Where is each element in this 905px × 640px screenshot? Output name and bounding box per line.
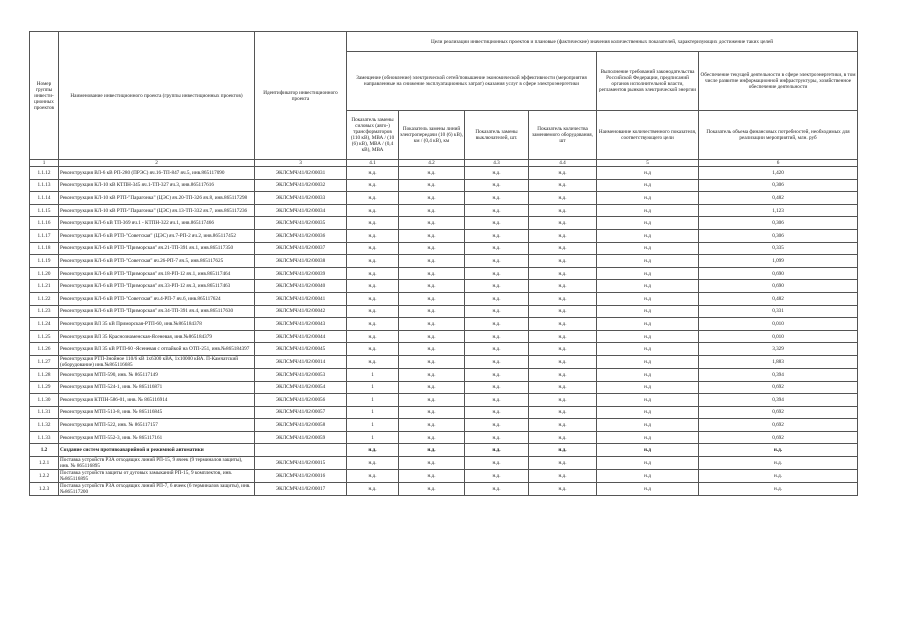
- row-value-4-2: н.д.: [399, 280, 465, 293]
- row-number: 1.1.14: [30, 192, 59, 205]
- row-value-4-2: н.д.: [399, 457, 465, 470]
- row-project-id: ЭКЛСМЧ/41/02/00057: [255, 406, 347, 419]
- row-value-4-2: н.д.: [399, 444, 465, 457]
- row-value-4-3: н.д.: [465, 179, 529, 192]
- row-value-4-3: н.д.: [465, 394, 529, 407]
- row-project-name: Реконструкция КЛ-6 кВ РТП-"Приморская" яч.18-РП-12 яч.1, инв.865117464: [59, 267, 255, 280]
- table-row: [30, 267, 858, 280]
- row-project-name: Реконструкция МТП-513-8, инв. № 865116845: [59, 406, 255, 419]
- row-value-4-1: н.д.: [347, 330, 399, 343]
- row-value-6: 0,331: [699, 305, 858, 318]
- row-value-4-4: н.д.: [529, 167, 597, 180]
- row-value-4-3: н.д.: [465, 419, 529, 432]
- row-project-name: Реконструкция КЛ-10 кВ РТП-"Парагонка" (ЦЭС) яч.20-ТП-326 яч.8, инв.865117298: [59, 192, 255, 205]
- row-value-4-2: н.д.: [399, 330, 465, 343]
- row-project-name: Реконструкция ВЛ 35 кВ РТП-60 -Ясеневая с отпайкой на ОТП-251, инв.№865184397: [59, 343, 255, 356]
- row-value-4-2: н.д.: [399, 267, 465, 280]
- row-value-5: н.д: [597, 330, 699, 343]
- row-project-name: Реконструкция МТП-524-1, инв. № 865116871: [59, 381, 255, 394]
- row-value-4-1: н.д.: [347, 192, 399, 205]
- row-project-id: ЭКЛСМЧ/41/02/00053: [255, 368, 347, 381]
- row-number: 1.1.32: [30, 419, 59, 432]
- row-value-5: н.д: [597, 217, 699, 230]
- row-value-4-3: н.д.: [465, 406, 529, 419]
- row-value-4-4: н.д.: [529, 483, 597, 496]
- row-project-id: ЭКЛСМЧ/41/02/00031: [255, 167, 347, 180]
- row-value-4-3: н.д.: [465, 292, 529, 305]
- row-value-4-2: н.д.: [399, 318, 465, 331]
- row-project-name: Реконструкция КЛ-6 кВ РТП-"Приморская" яч.34-ТП-391 яч.4, инв.865117630: [59, 305, 255, 318]
- row-project-id: ЭКЛСМЧ/41/02/00041: [255, 292, 347, 305]
- row-value-6: н.д.: [699, 483, 858, 496]
- row-value-6: 0,692: [699, 381, 858, 394]
- table-row: [30, 483, 858, 496]
- table-row: [30, 318, 858, 331]
- row-number: 1.1.12: [30, 167, 59, 180]
- row-value-4-3: н.д.: [465, 330, 529, 343]
- table-row: [30, 343, 858, 356]
- row-value-4-1: н.д.: [347, 280, 399, 293]
- row-value-6: н.д.: [699, 457, 858, 470]
- row-value-4-3: н.д.: [465, 444, 529, 457]
- row-value-4-4: н.д.: [529, 457, 597, 470]
- row-value-6: 0,692: [699, 419, 858, 432]
- row-value-4-2: н.д.: [399, 470, 465, 483]
- table-row: [30, 292, 858, 305]
- row-number: 1.1.26: [30, 343, 59, 356]
- row-value-6: 0,394: [699, 394, 858, 407]
- row-project-id: ЭКЛСМЧ/41/02/00038: [255, 255, 347, 268]
- row-number: 1.2: [30, 444, 59, 457]
- row-value-4-4: н.д.: [529, 431, 597, 444]
- row-project-id: ЭКЛСМЧ/41/02/00035: [255, 217, 347, 230]
- table-row: [30, 229, 858, 242]
- row-number: 1.1.31: [30, 406, 59, 419]
- row-value-4-4: н.д.: [529, 318, 597, 331]
- row-number: 1.1.15: [30, 204, 59, 217]
- row-value-4-3: н.д.: [465, 204, 529, 217]
- row-number: 1.1.13: [30, 179, 59, 192]
- table-row: [30, 355, 858, 368]
- row-project-id: ЭКЛСМЧ/41/02/00034: [255, 204, 347, 217]
- row-project-name: Реконструкция МТП-552-3, инв. № 865117161: [59, 431, 255, 444]
- row-value-6: 0,692: [699, 406, 858, 419]
- row-number: 1.1.17: [30, 229, 59, 242]
- row-value-4-3: н.д.: [465, 318, 529, 331]
- row-value-4-1: н.д.: [347, 255, 399, 268]
- row-value-5: н.д: [597, 419, 699, 432]
- row-value-4-1: н.д.: [347, 217, 399, 230]
- header-indicator-6: Показатель объема финансовых потребностей, необходимых для реализации мероприятий, млн. руб: [699, 111, 858, 160]
- table-row: [30, 255, 858, 268]
- row-value-4-2: н.д.: [399, 167, 465, 180]
- row-value-4-3: н.д.: [465, 280, 529, 293]
- row-value-4-3: н.д.: [465, 242, 529, 255]
- row-value-4-2: н.д.: [399, 368, 465, 381]
- row-value-4-1: н.д.: [347, 483, 399, 496]
- row-project-id: ЭКЛСМЧ/41/02/00033: [255, 192, 347, 205]
- row-value-4-4: н.д.: [529, 280, 597, 293]
- row-value-5: н.д: [597, 167, 699, 180]
- row-value-4-2: н.д.: [399, 292, 465, 305]
- table-row: [30, 217, 858, 230]
- header-indicator-4-4: Показатель количества заменяемого оборудования, шт: [529, 111, 597, 160]
- row-value-4-4: н.д.: [529, 179, 597, 192]
- row-value-4-3: н.д.: [465, 355, 529, 368]
- column-number: 3: [255, 160, 347, 167]
- row-project-name: Реконструкция КЛ-6 кВ РТП-"Советская" яч.26-РП-7 яч.5, инв.865117625: [59, 255, 255, 268]
- row-value-4-1: 1: [347, 381, 399, 394]
- row-number: 1.1.25: [30, 330, 59, 343]
- table-row: [30, 470, 858, 483]
- table-row: [30, 167, 858, 180]
- row-project-id: ЭКЛСМЧ/41/02/00039: [255, 267, 347, 280]
- row-value-4-4: н.д.: [529, 406, 597, 419]
- row-project-name: Поставка устройств РЗА отходящих линий РП-7, 6 ячеек (6 терминалов защиты), инв. №865117200: [59, 483, 255, 496]
- row-number: 1.2.3: [30, 483, 59, 496]
- row-project-name: Реконструкция КТПН-586-01, инв. № 865116914: [59, 394, 255, 407]
- row-project-id: ЭКЛСМЧ/41/02/00037: [255, 242, 347, 255]
- column-number: 4.1: [347, 160, 399, 167]
- row-value-4-2: н.д.: [399, 192, 465, 205]
- column-number: 4.2: [399, 160, 465, 167]
- row-value-5: н.д: [597, 192, 699, 205]
- row-value-4-4: н.д.: [529, 419, 597, 432]
- row-number: 1.1.23: [30, 305, 59, 318]
- row-value-4-4: н.д.: [529, 368, 597, 381]
- row-value-6: 1,123: [699, 204, 858, 217]
- row-value-6: 0,692: [699, 431, 858, 444]
- row-value-4-4: н.д.: [529, 204, 597, 217]
- table-row: [30, 179, 858, 192]
- row-value-6: 0,394: [699, 368, 858, 381]
- table-row: [30, 381, 858, 394]
- table-row: [30, 394, 858, 407]
- row-number: 1.1.33: [30, 431, 59, 444]
- row-project-id: ЭКЛСМЧ/41/02/00054: [255, 381, 347, 394]
- row-value-6: н.д.: [699, 470, 858, 483]
- row-number: 1.1.27: [30, 355, 59, 368]
- row-project-name: Реконструкция МТП-522, инв. № 865117157: [59, 419, 255, 432]
- row-value-4-4: н.д.: [529, 444, 597, 457]
- row-value-4-3: н.д.: [465, 267, 529, 280]
- row-project-name: Реконструкция ВЛ 35 кВ Приморская-РТП-60, инв.№865184378: [59, 318, 255, 331]
- row-value-5: н.д: [597, 431, 699, 444]
- table-row: [30, 242, 858, 255]
- row-project-id: ЭКЛСМЧ/41/02/00016: [255, 470, 347, 483]
- investment-table: [29, 31, 858, 496]
- row-project-id: ЭКЛСМЧ/41/02/00058: [255, 419, 347, 432]
- row-value-5: н.д: [597, 305, 699, 318]
- row-project-id: ЭКЛСМЧ/41/02/00043: [255, 318, 347, 331]
- row-project-id: ЭКЛСМЧ/41/02/00015: [255, 457, 347, 470]
- row-value-4-2: н.д.: [399, 343, 465, 356]
- table-row: [30, 368, 858, 381]
- header-project-name: Наименование инвестиционного проекта (группы инвестиционных проектов): [59, 32, 255, 160]
- row-project-name: Реконструкция МТП-590, инв. № 865117149: [59, 368, 255, 381]
- row-value-5: н.д: [597, 394, 699, 407]
- row-value-4-1: н.д.: [347, 167, 399, 180]
- row-value-4-4: н.д.: [529, 242, 597, 255]
- row-value-6: 0,482: [699, 292, 858, 305]
- row-value-5: н.д: [597, 343, 699, 356]
- row-project-id: [255, 444, 347, 457]
- table-row: [30, 457, 858, 470]
- row-value-5: н.д: [597, 355, 699, 368]
- row-value-5: н.д: [597, 406, 699, 419]
- row-project-id: ЭКЛСМЧ/41/02/00045: [255, 343, 347, 356]
- row-value-5: н.д: [597, 483, 699, 496]
- row-value-4-2: н.д.: [399, 406, 465, 419]
- row-value-5: н.д: [597, 229, 699, 242]
- row-value-6: 0,306: [699, 217, 858, 230]
- row-value-4-4: н.д.: [529, 394, 597, 407]
- header-sub-goal-3: Обеспечение текущей деятельности в сфере электроэнергетики, в том числе развитие информационной инфраструктуры, хозяйственное обеспечение деятельности: [699, 52, 858, 111]
- row-value-4-1: н.д.: [347, 242, 399, 255]
- row-value-5: н.д: [597, 457, 699, 470]
- row-value-5: н.д: [597, 280, 699, 293]
- row-value-4-4: н.д.: [529, 292, 597, 305]
- row-project-id: ЭКЛСМЧ/41/02/00059: [255, 431, 347, 444]
- row-project-name: Создание систем противоаварийной и режимной автоматики: [59, 444, 255, 457]
- row-value-6: 0,010: [699, 318, 858, 331]
- table-row: [30, 419, 858, 432]
- row-value-4-3: н.д.: [465, 255, 529, 268]
- table-row: [30, 406, 858, 419]
- row-value-5: н.д: [597, 255, 699, 268]
- row-value-4-4: н.д.: [529, 229, 597, 242]
- row-value-4-3: н.д.: [465, 457, 529, 470]
- row-value-4-2: н.д.: [399, 431, 465, 444]
- row-value-4-3: н.д.: [465, 431, 529, 444]
- row-number: 1.1.24: [30, 318, 59, 331]
- table-row: [30, 280, 858, 293]
- row-value-5: н.д: [597, 204, 699, 217]
- header-indicator-4-2: Показатель замены линий электропередачи (10 (6) кВ), км / (0,4 кВ), км: [399, 111, 465, 160]
- row-value-4-2: н.д.: [399, 419, 465, 432]
- row-value-4-1: н.д.: [347, 457, 399, 470]
- row-value-5: н.д: [597, 292, 699, 305]
- row-value-4-4: н.д.: [529, 343, 597, 356]
- table-row: [30, 192, 858, 205]
- row-project-name: Реконструкция КЛ-10 кВ РТП-"Парагонка" (ЦЭС) яч.13-ТП-332 яч.7, инв.865117236: [59, 204, 255, 217]
- header-number: Номер группы инвести-ционных проектов: [30, 32, 59, 160]
- column-number: 2: [59, 160, 255, 167]
- row-value-6: 3,329: [699, 343, 858, 356]
- row-project-name: Реконструкция ВЛ 35 Краснознаменская-Ясеневая, инв.№865184379: [59, 330, 255, 343]
- row-number: 1.1.21: [30, 280, 59, 293]
- row-value-4-3: н.д.: [465, 167, 529, 180]
- row-project-id: ЭКЛСМЧ/41/02/00036: [255, 229, 347, 242]
- column-number: 4.3: [465, 160, 529, 167]
- row-project-name: Реконструкция КЛ-6 кВ РТП-"Приморская" яч.21-ТП-391 яч.1, инв.865117350: [59, 242, 255, 255]
- row-number: 1.1.22: [30, 292, 59, 305]
- row-value-4-1: н.д.: [347, 318, 399, 331]
- column-number: 6: [699, 160, 858, 167]
- row-value-4-1: 1: [347, 394, 399, 407]
- column-number: 1: [30, 160, 59, 167]
- row-number: 1.2.1: [30, 457, 59, 470]
- row-project-name: Реконструкция КЛ-6 кВ РТП-"Советская" яч.4-РП-7 яч.6, инв.865117624: [59, 292, 255, 305]
- row-value-5: н.д: [597, 179, 699, 192]
- row-value-4-2: н.д.: [399, 229, 465, 242]
- row-project-name: Реконструкция КЛ-10 кВ КТПН-345 яч.1-ТП-327 яч.3, инв.865117616: [59, 179, 255, 192]
- row-value-6: 0,690: [699, 267, 858, 280]
- row-value-6: 0,306: [699, 179, 858, 192]
- row-value-5: н.д: [597, 381, 699, 394]
- row-value-4-4: н.д.: [529, 192, 597, 205]
- row-value-4-3: н.д.: [465, 305, 529, 318]
- row-value-4-2: н.д.: [399, 483, 465, 496]
- row-value-4-4: н.д.: [529, 355, 597, 368]
- header-project-id: Идентификатор инвестиционного проекта: [255, 32, 347, 160]
- row-number: 1.1.20: [30, 267, 59, 280]
- row-value-4-3: н.д.: [465, 229, 529, 242]
- row-value-6: 0,690: [699, 280, 858, 293]
- row-value-4-1: н.д.: [347, 343, 399, 356]
- row-project-name: Реконструкция КЛ-6 кВ ТП-369 яч.1 - КТПН-322 яч.1, инв.865117466: [59, 217, 255, 230]
- row-value-4-3: н.д.: [465, 368, 529, 381]
- table-row: [30, 204, 858, 217]
- row-project-id: ЭКЛСМЧ/41/02/00042: [255, 305, 347, 318]
- row-value-4-3: н.д.: [465, 381, 529, 394]
- row-project-name: Реконструкция КЛ-6 кВ РТП-"Приморская" яч.33-РП-12 яч.3, инв.865117463: [59, 280, 255, 293]
- row-project-id: ЭКЛСМЧ/41/02/00044: [255, 330, 347, 343]
- row-project-id: ЭКЛСМЧ/41/02/00056: [255, 394, 347, 407]
- row-value-4-1: н.д.: [347, 179, 399, 192]
- column-number-row: [30, 160, 858, 167]
- row-value-4-3: н.д.: [465, 470, 529, 483]
- row-value-4-3: н.д.: [465, 192, 529, 205]
- row-project-id: ЭКЛСМЧ/41/02/00017: [255, 483, 347, 496]
- row-project-name: Реконструкция ВЛ-6 кВ РП-280 (ПРЭС) яч.16-ТП-847 яч.5, инв.865117090: [59, 167, 255, 180]
- row-value-6: 0,482: [699, 192, 858, 205]
- table-row: [30, 431, 858, 444]
- row-value-4-4: н.д.: [529, 255, 597, 268]
- row-project-name: Поставка устройств защиты от дуговых замыканий РП-15, 9 комплектов, инв. №865116895: [59, 470, 255, 483]
- row-value-4-1: 1: [347, 368, 399, 381]
- row-number: 1.2.2: [30, 470, 59, 483]
- row-value-4-1: н.д.: [347, 444, 399, 457]
- row-value-5: н.д: [597, 444, 699, 457]
- row-project-id: ЭКЛСМЧ/41/02/00014: [255, 355, 347, 368]
- row-value-4-1: 1: [347, 419, 399, 432]
- row-project-name: Реконструкция РТП-Знойное 110/6 кВ 1х6300 кВА, 1х10000 кВА. П-Камчатский (оборудование) инв.№865116685: [59, 355, 255, 368]
- row-value-4-4: н.д.: [529, 330, 597, 343]
- row-project-id: ЭКЛСМЧ/41/02/00032: [255, 179, 347, 192]
- row-value-4-2: н.д.: [399, 242, 465, 255]
- row-value-6: 1,883: [699, 355, 858, 368]
- header-goals: Цели реализации инвестиционных проектов и плановые (фактические) значения количественных показателей, характеризующих достижение таких целей: [347, 32, 858, 52]
- table-row: [30, 444, 858, 457]
- table-row: [30, 330, 858, 343]
- row-value-4-1: н.д.: [347, 229, 399, 242]
- row-value-4-4: н.д.: [529, 305, 597, 318]
- row-value-4-1: н.д.: [347, 292, 399, 305]
- row-value-4-1: н.д.: [347, 355, 399, 368]
- row-value-4-4: н.д.: [529, 381, 597, 394]
- header-indicator-4-1: Показатель замены силовых (авто-) трансформаторов (110 кВ), МВА / (10 (6) кВ), МВА / (0,4 кВ), МВА: [347, 111, 399, 160]
- row-number: 1.1.16: [30, 217, 59, 230]
- column-number: 4.4: [529, 160, 597, 167]
- row-value-4-2: н.д.: [399, 305, 465, 318]
- row-value-4-1: н.д.: [347, 305, 399, 318]
- row-value-4-2: н.д.: [399, 204, 465, 217]
- row-value-6: 1,099: [699, 255, 858, 268]
- row-value-4-1: н.д.: [347, 204, 399, 217]
- row-value-4-2: н.д.: [399, 255, 465, 268]
- row-value-6: 0,306: [699, 229, 858, 242]
- header-sub-goal-1: Замещение (обновление) электрической сетей/повышение экономической эффективности (мероприятия направленные на снижение эксплуатационных затрат) оказания услуг в сфере электроэнергетики: [347, 52, 597, 111]
- row-value-4-3: н.д.: [465, 343, 529, 356]
- row-value-6: 0,010: [699, 330, 858, 343]
- row-number: 1.1.19: [30, 255, 59, 268]
- row-value-6: 1,420: [699, 167, 858, 180]
- row-value-6: 0,335: [699, 242, 858, 255]
- row-value-4-3: н.д.: [465, 483, 529, 496]
- row-value-6: н.д.: [699, 444, 858, 457]
- row-value-5: н.д: [597, 318, 699, 331]
- row-value-4-2: н.д.: [399, 381, 465, 394]
- row-value-4-1: 1: [347, 431, 399, 444]
- column-number: 5: [597, 160, 699, 167]
- header-indicator-5: Наименование количественного показателя, соответствующего цели: [597, 111, 699, 160]
- header-sub-goal-2: Выполнение требований законодательства Российской Федерации, предписаний органов исполнительной власти, регламентов рынков электрической энергии: [597, 52, 699, 111]
- row-value-4-2: н.д.: [399, 355, 465, 368]
- row-value-4-2: н.д.: [399, 179, 465, 192]
- row-value-5: н.д: [597, 267, 699, 280]
- row-value-4-4: н.д.: [529, 267, 597, 280]
- table-row: [30, 305, 858, 318]
- row-value-4-2: н.д.: [399, 394, 465, 407]
- row-number: 1.1.30: [30, 394, 59, 407]
- row-number: 1.1.28: [30, 368, 59, 381]
- row-value-4-1: н.д.: [347, 267, 399, 280]
- row-value-4-4: н.д.: [529, 217, 597, 230]
- header-indicator-4-3: Показатель замены выключателей, шт.: [465, 111, 529, 160]
- row-value-4-1: 1: [347, 406, 399, 419]
- row-value-5: н.д: [597, 470, 699, 483]
- row-project-id: ЭКЛСМЧ/41/02/00040: [255, 280, 347, 293]
- row-value-5: н.д: [597, 242, 699, 255]
- row-project-name: Реконструкция КЛ-6 кВ РТП-"Советская" (ЦЭС) яч.7-РП-2 яч.2, инв.865117452: [59, 229, 255, 242]
- row-project-name: Поставка устройств РЗА отходящих линий РП-15, 9 ячеек (9 терминалов защиты), инв. № 865116895: [59, 457, 255, 470]
- row-value-5: н.д: [597, 368, 699, 381]
- row-number: 1.1.29: [30, 381, 59, 394]
- row-value-4-4: н.д.: [529, 470, 597, 483]
- row-value-4-1: н.д.: [347, 470, 399, 483]
- row-value-4-3: н.д.: [465, 217, 529, 230]
- row-value-4-2: н.д.: [399, 217, 465, 230]
- row-number: 1.1.18: [30, 242, 59, 255]
